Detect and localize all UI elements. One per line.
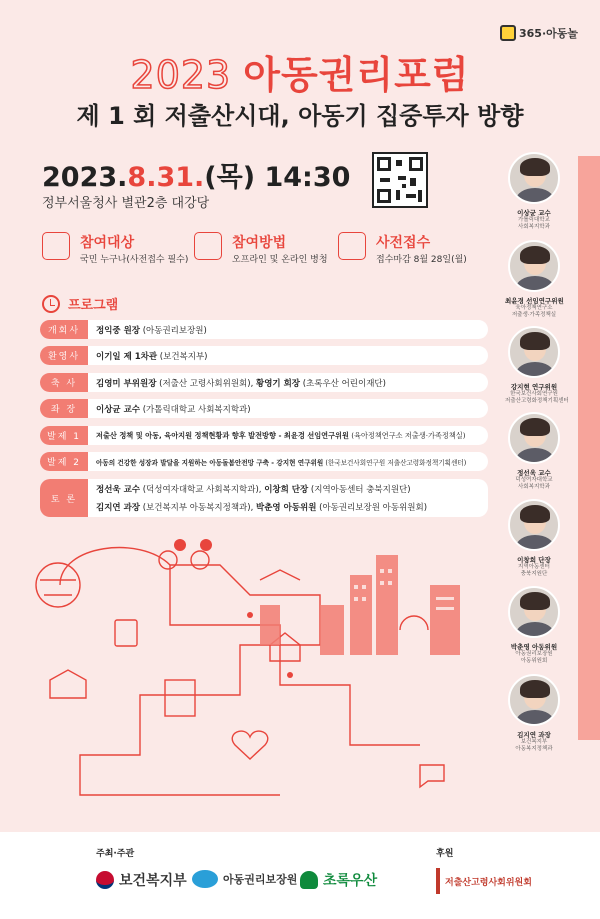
document-icon <box>165 680 195 716</box>
page-title <box>0 44 600 99</box>
decorative-side-bar <box>578 156 600 740</box>
info-heading: 참여대상 <box>80 235 135 251</box>
qr-code[interactable] <box>372 152 428 208</box>
chat-icon <box>420 765 444 787</box>
speaker-affiliation: 아동권리보장원 <box>515 651 553 657</box>
program-row-discussion <box>40 479 488 517</box>
title-name: 아동권리포럼 <box>243 53 470 97</box>
program-row <box>40 320 488 339</box>
clock-icon <box>42 295 60 313</box>
book-icon <box>115 620 137 646</box>
program-row <box>40 426 488 445</box>
program-row <box>40 452 488 471</box>
speaker-affiliation: 저출산고령화정책기획센터 <box>505 398 569 405</box>
event-venue: 정부서울청사 별관2층 대강당 <box>42 196 210 211</box>
logo-text: 365·아동놀 <box>519 27 579 40</box>
row-name: 이기일 제 1차관 <box>96 351 158 362</box>
sponsor-logo <box>436 868 532 894</box>
cloud-logo-icon <box>192 870 218 888</box>
speaker-name: 김지연 과장 <box>517 731 551 739</box>
row-detail: (저출산 고령사회위원회), <box>156 378 256 389</box>
row-detail-2: (초록우산 어린이재단) <box>300 378 386 389</box>
date-time: (목) 14:30 <box>204 162 351 193</box>
host-name: 아동권리보장원 <box>223 873 298 886</box>
page-subtitle: 제 1 회 저출산시대, 아동기 집중투자 방향 <box>76 102 524 130</box>
speaker-name: 박춘영 아동위원 <box>510 643 558 651</box>
speaker-affiliation: 보건복지부 <box>520 739 548 745</box>
sponsor-label: 후원 <box>436 849 454 859</box>
discussion-line <box>96 483 427 495</box>
info-text: 국민 누구나(사전접수 필수) <box>80 255 189 265</box>
row-name: 김영미 부위원장 <box>96 378 157 389</box>
program-row <box>40 346 488 365</box>
speaker-photo <box>508 240 560 292</box>
speaker-photo <box>508 499 560 551</box>
speaker-photo <box>508 326 560 378</box>
speaker-affiliation: 육아정책연구소 <box>515 305 553 311</box>
speaker-name: 강지현 연구위원 <box>510 383 558 391</box>
row-detail-2: (지역아동센터 충북지원단) <box>308 485 411 495</box>
speaker-affiliation: 한국보건사회연구원 <box>510 391 558 397</box>
row-name: 아동의 건강한 성장과 발달을 지원하는 아동돌봄안전망 구축 - 강지현 연구위원 <box>96 458 324 467</box>
speaker-photo <box>508 152 560 204</box>
host-logo-mohw <box>96 870 187 890</box>
logo-365 <box>500 22 592 44</box>
host-name: 보건복지부 <box>119 873 187 889</box>
info-text: 오프라인 및 온라인 병청 <box>232 255 328 265</box>
helmet-icon <box>400 616 428 630</box>
speaker-card <box>505 240 563 319</box>
event-datetime <box>42 155 350 194</box>
speaker-photo <box>508 674 560 726</box>
row-name-2: 박춘영 아동위원 <box>256 503 317 513</box>
row-name: 이상균 교수 <box>96 404 141 415</box>
heart-icon <box>232 731 268 759</box>
row-text <box>88 457 466 467</box>
speaker-affiliation: 충북지원단 <box>520 571 548 578</box>
speaker-photo <box>508 586 560 638</box>
speaker-card <box>505 326 569 405</box>
speaker-card <box>505 674 563 753</box>
speaker-affiliation: 사회복지학과 <box>518 484 550 491</box>
row-text <box>88 403 251 415</box>
taegeuk-icon <box>96 871 114 889</box>
date-year: 2023. <box>42 162 128 193</box>
date-day: 8.31. <box>127 162 205 193</box>
speaker-affiliation: 아동복지정책과 <box>515 746 553 753</box>
online-icon <box>194 232 222 260</box>
speaker-affiliation: 가톨릭대학교 <box>518 217 550 223</box>
speaker-affiliation: 사회복지학과 <box>518 224 550 231</box>
row-label: 토 론 <box>40 479 88 517</box>
row-text <box>88 350 208 362</box>
row-detail: (가톨릭대학교 사회복지학과) <box>140 404 251 415</box>
row-name-2: 황영기 회장 <box>256 378 301 389</box>
speaker-card <box>505 499 563 578</box>
host-logo-ncrc <box>192 870 297 888</box>
speaker-name: 이상균 교수 <box>517 209 551 217</box>
row-text <box>88 483 427 513</box>
speaker-affiliation: 덕성여자대학교 <box>515 477 553 483</box>
speaker-name: 정선욱 교수 <box>517 469 551 477</box>
sponsor-mark-icon <box>436 868 440 894</box>
speaker-affiliation: 지역아동센터 <box>518 564 550 570</box>
row-label: 축 사 <box>40 373 88 392</box>
row-text <box>88 431 466 441</box>
row-name: 정익중 원장 <box>96 325 141 336</box>
speaker-name: 이창희 단장 <box>517 556 551 564</box>
handshake-icon <box>260 570 300 580</box>
row-detail: (아동권리보장원) <box>140 325 207 336</box>
host-name: 초록우산 <box>323 873 378 889</box>
speaker-card <box>505 586 563 665</box>
row-label: 발제 2 <box>40 452 88 471</box>
speaker-affiliation: 아동위원회 <box>520 658 548 665</box>
speaker-name: 최윤경 선임연구위원 <box>505 297 564 305</box>
speaker-card <box>505 152 563 231</box>
info-heading: 참여방법 <box>232 235 287 251</box>
row-detail: (보건복지부) <box>157 351 208 362</box>
shield-icon <box>50 670 86 698</box>
speaker-affiliation: 저출생·가족정책실 <box>511 312 557 319</box>
info-text: 접수마감 8월 28일(월) <box>376 255 467 265</box>
row-name: 저출산 정책 및 아동, 육아지원 정책현황과 향후 발전방향 - 최윤경 선임연구위원 <box>96 430 349 440</box>
row-name-2: 이창희 단장 <box>264 485 309 495</box>
row-label: 좌 장 <box>40 399 88 418</box>
row-text <box>88 377 386 389</box>
program-heading <box>42 294 118 313</box>
row-label: 환영사 <box>40 346 88 365</box>
program-title: 프로그램 <box>68 298 119 313</box>
speaker-photo <box>508 412 560 464</box>
discussion-line <box>96 501 427 513</box>
row-name: 김지연 과장 <box>96 503 141 513</box>
footer <box>0 832 600 919</box>
row-label: 개회사 <box>40 320 88 339</box>
row-detail-2: (아동권리보장원 아동위원회) <box>316 503 428 513</box>
info-heading: 사전접수 <box>376 235 431 251</box>
row-name: 정선욱 교수 <box>96 485 141 495</box>
host-label: 주최·주관 <box>96 849 135 859</box>
people-icon <box>42 232 70 260</box>
form-icon <box>338 232 366 260</box>
sponsor-name: 저출산고령사회위원회 <box>445 877 532 888</box>
row-detail: (덕성여자대학교 사회복지학과), <box>140 485 265 495</box>
smile-icon <box>500 25 516 41</box>
title-year: 2023 <box>130 53 232 97</box>
row-detail: (육아정책연구소 저출생·가족정책실) <box>348 430 466 440</box>
program-row <box>40 373 488 392</box>
row-text <box>88 324 207 336</box>
umbrella-icon <box>300 871 318 889</box>
program-row <box>40 399 488 418</box>
host-logo-childfund <box>300 870 377 890</box>
row-label: 발제 1 <box>40 426 88 445</box>
row-detail: (보건복지부 아동복지정책과), <box>140 503 256 513</box>
city-illustration <box>20 525 500 825</box>
row-detail: (한국보건사회연구원 저출산고령화정책기획센터) <box>323 458 467 467</box>
speaker-card <box>505 412 563 491</box>
